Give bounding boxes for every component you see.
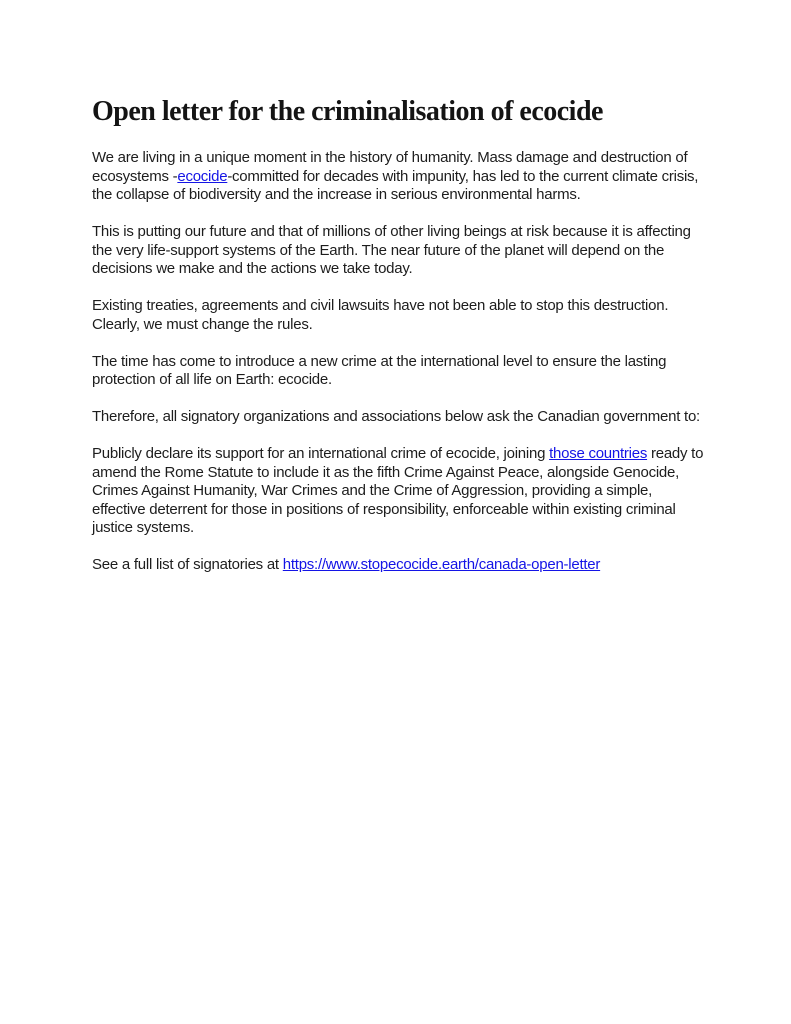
letter-body — [92, 149, 706, 575]
paragraph-text: -committed for decades with impunity, has led to the current climate crisis, the collapse of biodiversity and the increase in serious environmental harms. — [92, 167, 699, 203]
paragraph-text: We are living in a unique moment in the history of humanity. Mass damage and destruction of ecosystems - — [92, 149, 688, 185]
paragraph — [92, 445, 706, 538]
page-title: Open letter for the criminalisation of ecocide — [92, 96, 603, 127]
paragraph — [92, 297, 706, 334]
paragraph-text: ready to amend the Rome Statute to include it as the fifth Crime Against Peace, alongside Genocide, Crimes Against Humanity, War Crimes and the Crime of Aggression, providing a simple, effective deterrent for those in positions of responsibility, enforceable within existing criminal justice systems. — [92, 445, 704, 536]
paragraph-text: Publicly declare its support for an international crime of ecocide, joining — [92, 445, 550, 462]
paragraph-text: Therefore, all signatory organizations and associations below ask the Canadian government to: — [92, 408, 700, 425]
paragraph — [92, 408, 706, 427]
paragraph — [92, 149, 706, 205]
paragraph — [92, 556, 706, 575]
signatories-url-link[interactable]: https://www.stopecocide.earth/canada-open-letter — [282, 556, 601, 573]
paragraph-text: Existing treaties, agreements and civil lawsuits have not been able to stop this destruction. Clearly, we must change the rules. — [92, 297, 669, 333]
paragraph-text: See a full list of signatories at — [92, 556, 283, 573]
paragraph-text: This is putting our future and that of millions of other living beings at risk because it is affecting the very life-support systems of the Earth. The near future of the planet will depend on the decisions we make and the actions we take today. — [92, 223, 691, 277]
paragraph-text: The time has come to introduce a new crime at the international level to ensure the lasting protection of all life on Earth: ecocide. — [92, 352, 667, 388]
those-countries-link[interactable]: those countries — [549, 445, 648, 462]
paragraph — [92, 223, 706, 279]
ecocide-link[interactable]: ecocide — [177, 167, 228, 185]
paragraph — [92, 353, 706, 390]
